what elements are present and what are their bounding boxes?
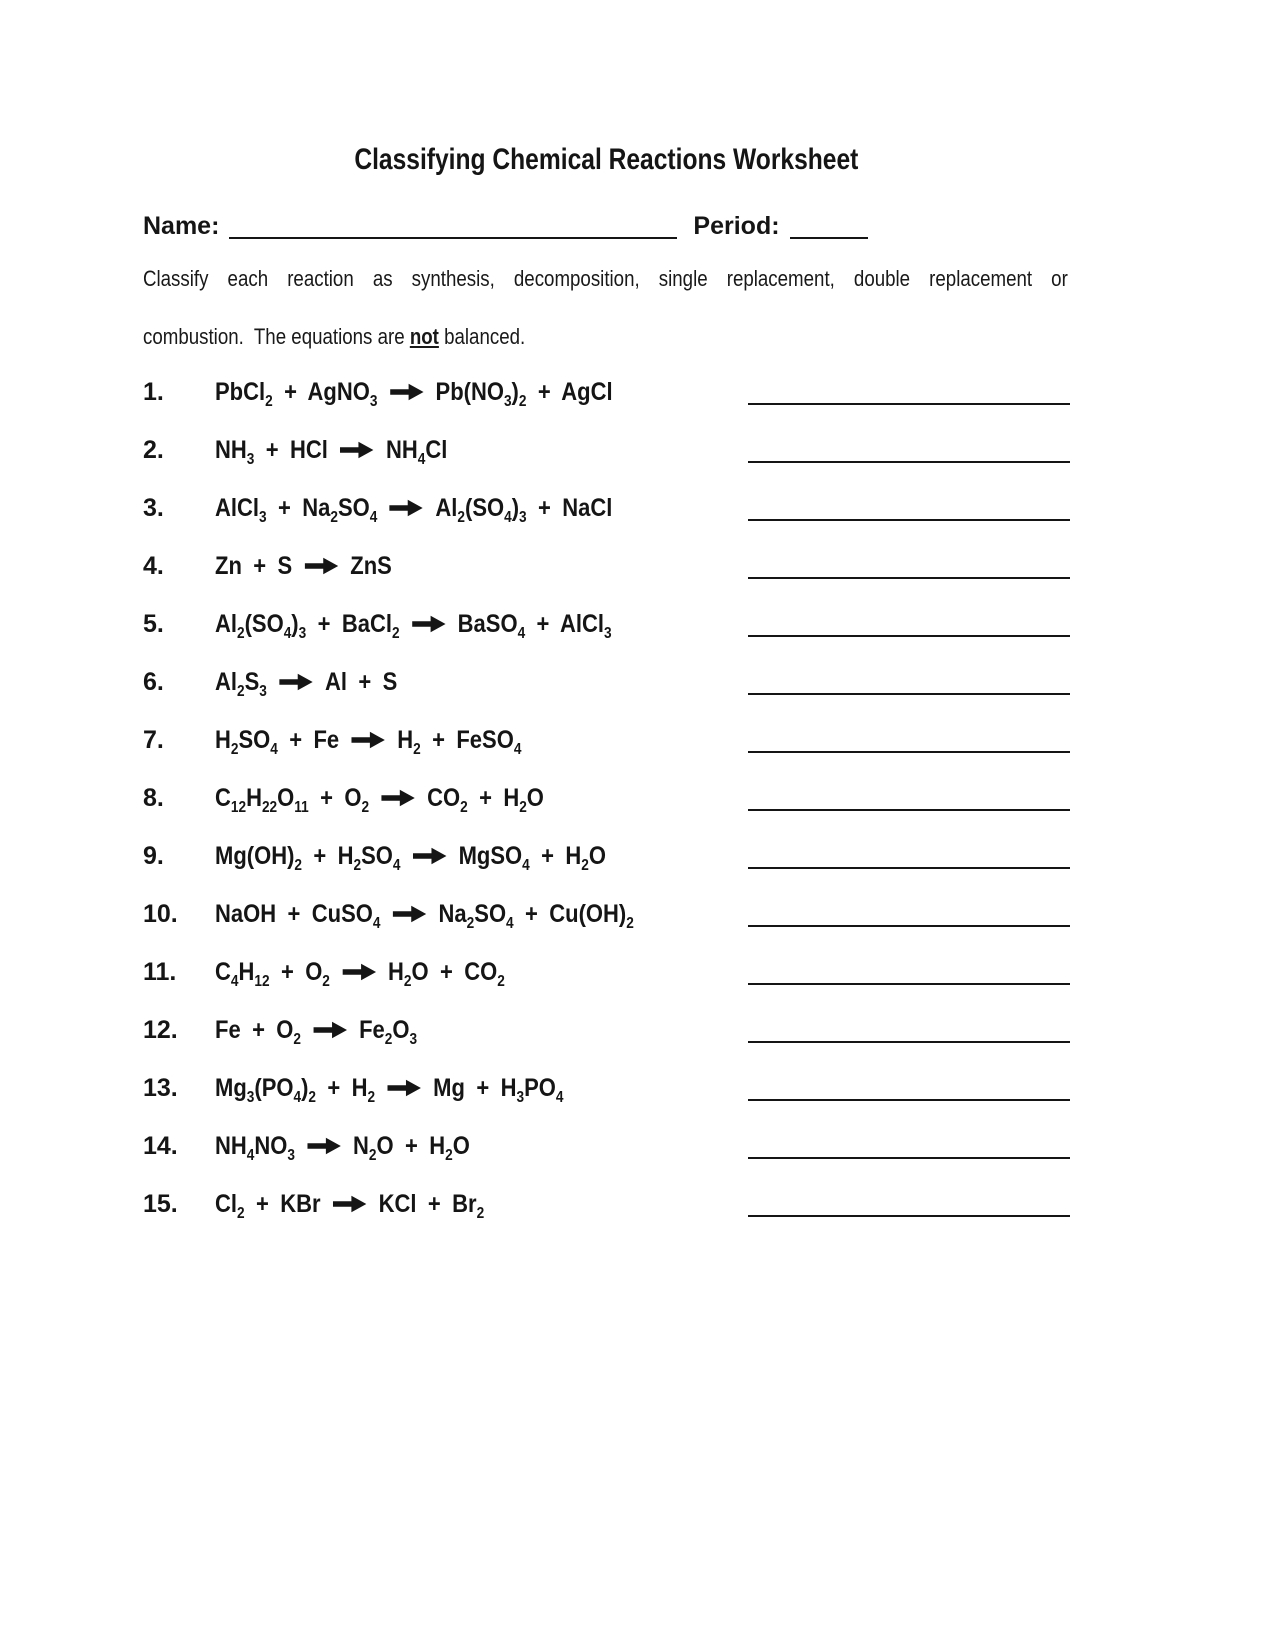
instructions-line-2: [143, 322, 1068, 351]
reaction-number: 2.: [143, 436, 164, 464]
chemical-formula: $CO_2 + H_2O$: [427, 784, 544, 816]
answer-blank-field[interactable]: [748, 983, 1070, 985]
reaction-equation: [215, 665, 736, 699]
chemical-formula: MgSO$_4$ + $H_2O$: [458, 842, 606, 874]
reaction-equation: [215, 1129, 736, 1163]
reaction-number: 10.: [143, 900, 178, 928]
reaction-arrow-icon: [307, 1137, 340, 1155]
answer-blank-field[interactable]: [748, 577, 1070, 579]
chemical-formula: $Mg + H_3PO_4$: [433, 1074, 564, 1106]
reaction-row: [143, 897, 1070, 955]
reaction-equation-text: [215, 607, 612, 641]
reaction-equation-text: [215, 433, 447, 467]
chemical-formula: $NH_4NO_3$: [215, 1132, 295, 1164]
chemical-formula: $Mg(OH)_2 + H_2SO_4$: [215, 842, 401, 874]
reaction-arrow-icon: [313, 1021, 346, 1039]
reaction-row: [143, 607, 1070, 665]
reaction-equation: [215, 1187, 736, 1221]
chemical-formula: ZnS: [350, 552, 392, 580]
reaction-equation-text: [215, 1071, 563, 1105]
reaction-arrow-icon: [342, 963, 375, 981]
chemical-formula: $Fe + O_2$: [215, 1016, 302, 1048]
name-label: Name:: [143, 212, 220, 240]
reaction-equation: [215, 897, 736, 931]
chemical-formula: $Cl_2$ + KBr: [215, 1190, 321, 1222]
reaction-number: 14.: [143, 1132, 178, 1160]
name-period-row: [143, 210, 1070, 244]
reaction-equation: [215, 549, 736, 583]
chemical-formula: NaOH + CuSO$_4$: [215, 900, 381, 932]
answer-blank-field[interactable]: [748, 1157, 1070, 1159]
period-blank-field[interactable]: [790, 237, 868, 239]
reaction-equation-text: [215, 955, 505, 989]
chemical-formula: PbCl$_2$ + AgNO$_3$: [215, 378, 378, 410]
reaction-number: 6.: [143, 668, 164, 696]
reaction-number: 4.: [143, 552, 164, 580]
reaction-arrow-icon: [279, 673, 312, 691]
answer-blank-field[interactable]: [748, 925, 1070, 927]
reaction-arrow-icon: [387, 1079, 420, 1097]
reaction-number: 12.: [143, 1016, 178, 1044]
reaction-arrow-icon: [340, 441, 373, 459]
reaction-number: 5.: [143, 610, 164, 638]
answer-blank-field[interactable]: [748, 1041, 1070, 1043]
name-blank-field[interactable]: [229, 237, 677, 239]
answer-blank-field[interactable]: [748, 1215, 1070, 1217]
reaction-equation-text: [215, 549, 392, 583]
reaction-arrow-icon: [390, 499, 423, 517]
chemical-formula: $Al_2S_3$: [215, 668, 267, 700]
reaction-arrow-icon: [393, 905, 426, 923]
chemical-formula: $Fe_2O_3$: [359, 1016, 418, 1048]
reaction-number: 9.: [143, 842, 164, 870]
reaction-arrow-icon: [333, 1195, 366, 1213]
chemical-formula: $H_2O + CO_2$: [387, 958, 505, 990]
reaction-equation: [215, 723, 736, 757]
reaction-equation-text: [215, 665, 397, 699]
reaction-equation: [215, 781, 736, 815]
reaction-row: [143, 1129, 1070, 1187]
reaction-equation: [215, 607, 736, 641]
reaction-equation-text: [215, 723, 521, 757]
instructions-emphasis-not: not: [409, 324, 439, 349]
chemical-formula: Zn + S: [215, 552, 293, 580]
reaction-equation-text: [215, 491, 612, 525]
reaction-equation: [215, 375, 736, 409]
instructions-line2-before: combustion. The equations are: [143, 324, 410, 349]
reaction-arrow-icon: [351, 731, 384, 749]
reaction-equation: [215, 955, 736, 989]
answer-blank-field[interactable]: [748, 693, 1070, 695]
chemical-formula: Al + S: [324, 668, 398, 696]
instructions-paragraph: [143, 264, 1068, 351]
reaction-number: 11.: [143, 958, 177, 986]
page-title: [143, 142, 1070, 178]
reactions-list: [143, 375, 1070, 1245]
reaction-number: 7.: [143, 726, 164, 754]
reaction-row: [143, 1071, 1070, 1129]
reaction-equation: [215, 1071, 736, 1105]
chemical-formula: $C_{12}H_{22}O_{11} + O_2$: [215, 784, 370, 816]
reaction-number: 13.: [143, 1074, 178, 1102]
chemical-formula: $Al_2(SO_4)_3$ + NaCl: [435, 494, 613, 526]
answer-blank-field[interactable]: [748, 809, 1070, 811]
reaction-row: [143, 375, 1070, 433]
chemical-formula: AlCl$_3$ + $Na_2SO_4$: [215, 494, 378, 526]
reaction-row: [143, 723, 1070, 781]
reaction-arrow-icon: [381, 789, 414, 807]
chemical-formula: $NH_3$ + HCl: [215, 436, 328, 468]
chemical-formula: $NH_4Cl$: [385, 436, 448, 468]
chemical-formula: $H_2SO_4 + Fe$: [215, 726, 340, 758]
answer-blank-field[interactable]: [748, 867, 1070, 869]
answer-blank-field[interactable]: [748, 519, 1070, 521]
reaction-number: 3.: [143, 494, 164, 522]
page-title-text: Classifying Chemical Reactions Worksheet: [354, 143, 859, 176]
reaction-row: [143, 1187, 1070, 1245]
reaction-arrow-icon: [413, 847, 446, 865]
answer-blank-field[interactable]: [748, 1099, 1070, 1101]
reaction-number: 15.: [143, 1190, 178, 1218]
reaction-arrow-icon: [390, 383, 423, 401]
reaction-equation-text: [215, 781, 544, 815]
reaction-row: [143, 433, 1070, 491]
chemical-formula: BaSO$_4$ + AlCl$_3$: [457, 610, 612, 642]
reaction-equation-text: [215, 897, 634, 931]
answer-blank-field[interactable]: [748, 403, 1070, 405]
reaction-row: [143, 549, 1070, 607]
reaction-equation-text: [215, 1129, 470, 1163]
reaction-row: [143, 781, 1070, 839]
reaction-equation-text: [215, 375, 613, 409]
chemical-formula: $Na_2SO_4 + Cu(OH)_2$: [438, 900, 634, 932]
answer-blank-field[interactable]: [748, 751, 1070, 753]
reaction-number: 1.: [143, 378, 164, 406]
reaction-equation: [215, 1013, 736, 1047]
chemical-formula: $C_4H_{12} + O_2$: [215, 958, 330, 990]
reaction-equation: [215, 839, 736, 873]
reaction-equation-text: [215, 839, 606, 873]
reaction-row: [143, 839, 1070, 897]
chemical-formula: $Al_2(SO_4)_3$ + BaCl$_2$: [215, 610, 400, 642]
reaction-equation: [215, 433, 736, 467]
reaction-equation-text: [215, 1013, 417, 1047]
chemical-formula: $Pb(NO_3)_2$ + AgCl: [435, 378, 613, 410]
chemical-formula: KCl + $Br_2$: [378, 1190, 485, 1222]
chemical-formula: $H_2$ + FeSO$_4$: [397, 726, 522, 758]
reaction-equation-text: [215, 1187, 484, 1221]
chemical-formula: $Mg_3(PO_4)_2 + H_2$: [215, 1074, 376, 1106]
reaction-number: 8.: [143, 784, 164, 812]
instructions-line2-after: balanced.: [438, 324, 526, 349]
reaction-row: [143, 955, 1070, 1013]
reaction-row: [143, 491, 1070, 549]
period-label: Period:: [693, 212, 780, 240]
reaction-row: [143, 665, 1070, 723]
reaction-arrow-icon: [412, 615, 445, 633]
answer-blank-field[interactable]: [748, 461, 1070, 463]
reaction-arrow-icon: [305, 557, 338, 575]
chemical-formula: $N_2O + H_2O$: [353, 1132, 470, 1164]
answer-blank-field[interactable]: [748, 635, 1070, 637]
reaction-equation: [215, 491, 736, 525]
reaction-row: [143, 1013, 1070, 1071]
instructions-line-1: Classify each reaction as synthesis, decomposition, single replacement, double replacement or: [143, 266, 1068, 291]
